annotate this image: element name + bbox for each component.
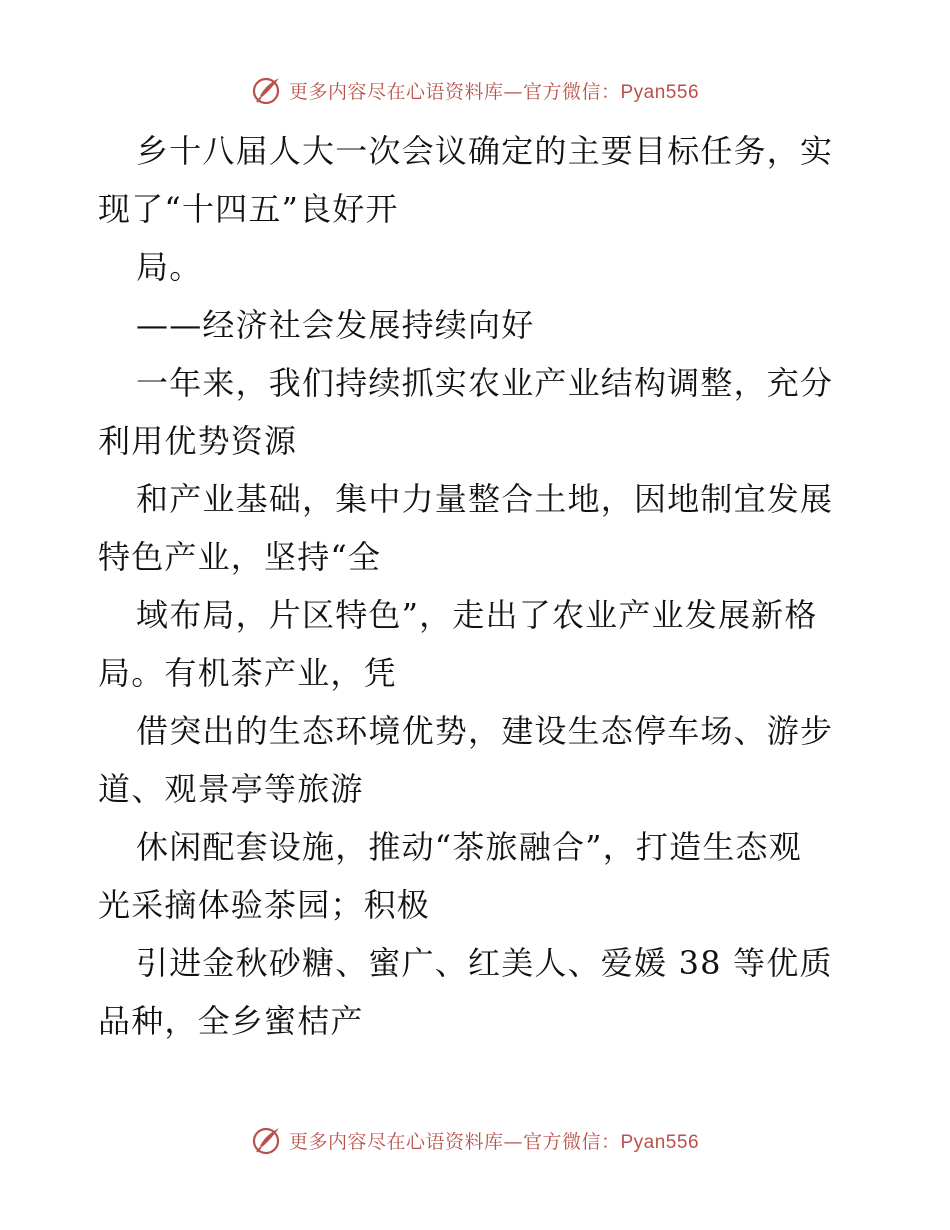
watermark-label: 官方微信： (522, 80, 621, 103)
text-line: 局。 (136, 248, 203, 286)
text-line: 道、观景亭等旅游 (98, 770, 364, 808)
text-line: 引进金秋砂糖、蜜广、红美人、爱媛 38 等优质 (136, 944, 833, 982)
text-line: 光采摘体验茶园；积极 (98, 886, 431, 924)
text-line: 局。有机茶产业，凭 (98, 654, 397, 692)
footer-watermark (0, 1122, 950, 1158)
watermark-brand: 更多内容尽在心语资料库 (288, 1130, 504, 1153)
watermark-text (289, 1127, 699, 1154)
quill-logo-icon (251, 1124, 283, 1156)
text-line: 域布局，片区特色”，走出了农业产业发展新格 (136, 596, 818, 634)
text-line: ——经济社会发展持续向好 (136, 306, 535, 344)
text-line: 和产业基础，集中力量整合土地，因地制宜发展 (136, 480, 834, 518)
text-line: 品种，全乡蜜桔产 (98, 1002, 364, 1040)
watermark-id: Pyan556 (620, 1131, 700, 1153)
watermark-id: Pyan556 (620, 81, 700, 103)
text-line: 特色产业，坚持“全 (98, 538, 382, 576)
watermark-dash: — (503, 80, 523, 103)
watermark-dash: — (503, 1130, 523, 1153)
text-line: 现了“十四五”良好开 (98, 190, 399, 228)
quill-logo-icon (251, 74, 283, 106)
watermark-text (289, 77, 699, 104)
text-line: 借突出的生态环境优势，建设生态停车场、游步 (136, 712, 834, 750)
text-line: 利用优势资源 (98, 422, 298, 460)
text-line: 乡十八届人大一次会议确定的主要目标任务，实 (136, 132, 834, 170)
text-line: 一年来，我们持续抓实农业产业结构调整，充分 (136, 364, 834, 402)
watermark-label: 官方微信： (522, 1130, 621, 1153)
text-line: 休闲配套设施，推动“茶旅融合”，打造生态观 (136, 828, 802, 866)
watermark-brand: 更多内容尽在心语资料库 (288, 80, 504, 103)
header-watermark (0, 72, 950, 108)
